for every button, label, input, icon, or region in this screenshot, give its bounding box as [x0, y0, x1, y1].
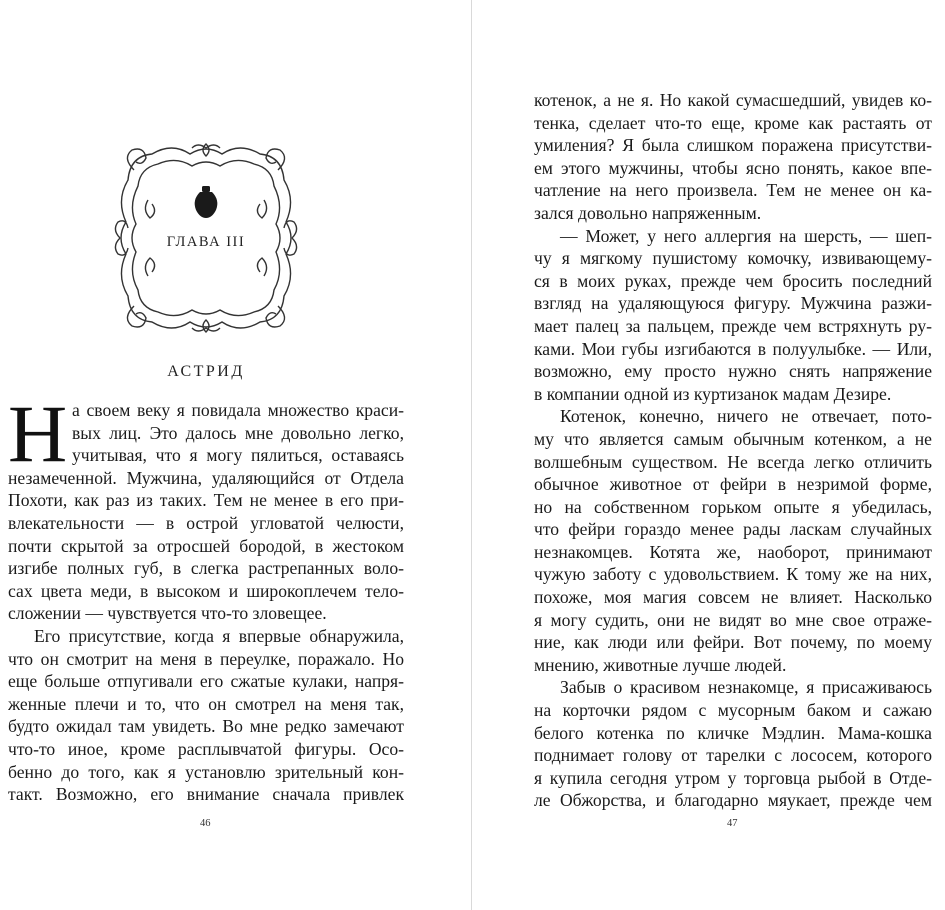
- text-line: влекательности — в острой угловатой челюсти,: [8, 512, 404, 533]
- text-line: будто ожидал там увидеть. Во мне редко замечают: [8, 716, 404, 737]
- text-line: сложении — чувствуется что-то зловещее.: [8, 603, 327, 624]
- text-line: а своем веку я повидала множество краси-: [72, 400, 404, 420]
- text-line: что он смотрит на меня в переулке, поражало. Но: [8, 648, 404, 669]
- chapter-label: ГЛАВА III: [166, 234, 246, 250]
- text-line: еще больше отпугивали его сжатые кулаки, напря-: [8, 671, 404, 692]
- text-line: поднимает голову от тарелки с лососем, которого: [534, 745, 932, 766]
- text-line: чужую заботу с удовольствием. К тому же на них,: [534, 564, 932, 585]
- text-line: ние, как люди или фейри. Вот почему, по моему: [534, 632, 932, 653]
- text-line: возможно, ему просто нужно снять напряжение: [534, 361, 932, 382]
- text-line: но на собственном горьком опыте я убедилась,: [534, 496, 932, 517]
- text-line: мнению, животные лучше людей.: [534, 654, 787, 675]
- text-line: в компании одной из куртизанок мадам Дезире.: [534, 383, 892, 404]
- text-line: незамеченной. Мужчина, удаляющийся от Отдела: [8, 467, 404, 488]
- drop-cap: Н: [8, 388, 68, 479]
- chapter-title: АСТРИД: [167, 363, 245, 380]
- left-body-text: [8, 388, 404, 806]
- text-line: зался довольно напряженным.: [534, 202, 762, 223]
- text-line: обычное животное от фейри в незримой форме,: [534, 474, 932, 495]
- text-line: ле Обжорства, и благодарно мяукает, прежде чем: [534, 790, 932, 811]
- text-line: чатление на него произвела. Тем не менее он ка-: [534, 180, 932, 201]
- text-line: на корточки рядом с мусорным баком и сажаю: [534, 700, 932, 721]
- text-line: мает палец за пальцем, прежде чем встряхнуть ру-: [534, 315, 932, 336]
- text-line: ем этого мужчины, чтобы ясно понять, какое впе-: [534, 157, 932, 178]
- left-page: [0, 0, 471, 910]
- text-line: белого котенка по кличке Мэдлин. Мама-кошка: [534, 722, 932, 743]
- text-line: Забыв о красивом незнакомце, я присаживаюсь: [560, 677, 932, 698]
- text-line: что фейри гораздо менее рады ласкам случайных: [534, 519, 932, 540]
- text-line: я купила сегодня утром у торговца рыбой в Отде-: [534, 767, 932, 788]
- right-body-text: [534, 89, 932, 812]
- text-line: почти скрытой за отросшей бородой, в жестоком: [8, 535, 404, 556]
- text-line: учитывая, что я могу пялиться, оставаясь: [72, 445, 404, 466]
- text-line: котенок, а не я. Но какой сумасшедший, увидев ко-: [534, 90, 932, 110]
- text-line: сах цвета меди, в высоком и широкоплечем тело-: [8, 580, 404, 601]
- text-line: изгибе полных губ, в слегка растрепанных воло-: [8, 558, 404, 579]
- page-number: 46: [200, 818, 211, 829]
- text-line: женные плечи и то, что он смотрел на меня так,: [8, 693, 404, 714]
- text-line: умиления? Я была слишком поражена присутстви-: [534, 135, 932, 156]
- text-line: — Может, у него аллергия на шерсть, — шеп-: [560, 225, 932, 246]
- text-line: я могу судить, они не видят во мне свое отраже-: [534, 609, 932, 630]
- text-line: му что является самым обычным котенком, а не: [534, 428, 932, 449]
- text-line: ками. Мои губы изгибаются в полуулыбке. — Или,: [534, 338, 932, 359]
- text-line: чу я мягкому пушистому комочку, извивающему-: [534, 248, 932, 269]
- text-line: волшебным существом. Не всегда легко отличить: [534, 451, 932, 472]
- chapter-ornament-frame: [112, 140, 300, 336]
- text-line: бенно до того, как я установлю зрительный кон-: [8, 761, 404, 782]
- text-line: вых лиц. Это далось мне довольно легко,: [72, 422, 404, 443]
- flask-icon: [195, 186, 218, 218]
- text-line: ся в моих руках, прежде чем бросить последний: [534, 270, 932, 291]
- text-line: такт. Возможно, его внимание сначала привлек: [8, 784, 404, 805]
- text-line: незнакомцев. Котята же, наоборот, принимают: [534, 541, 932, 562]
- text-line: похоже, моя магия совсем не влияет. Насколько: [534, 587, 932, 608]
- text-line: Котенок, конечно, ничего не отвечает, пото-: [560, 406, 932, 427]
- text-line: тенка, сделает что-то еще, кроме как растаять от: [534, 112, 932, 133]
- text-line: Похоти, как раз из таких. Тем не менее в его при-: [8, 490, 404, 511]
- text-line: взгляд на удаляющуюся фигуру. Мужчина разжи-: [534, 293, 932, 314]
- text-line: что-то иное, кроме расплывчатой фигуры. Осо-: [8, 738, 404, 759]
- text-line: Его присутствие, когда я впервые обнаружила,: [34, 625, 404, 646]
- page-number: 47: [727, 818, 738, 829]
